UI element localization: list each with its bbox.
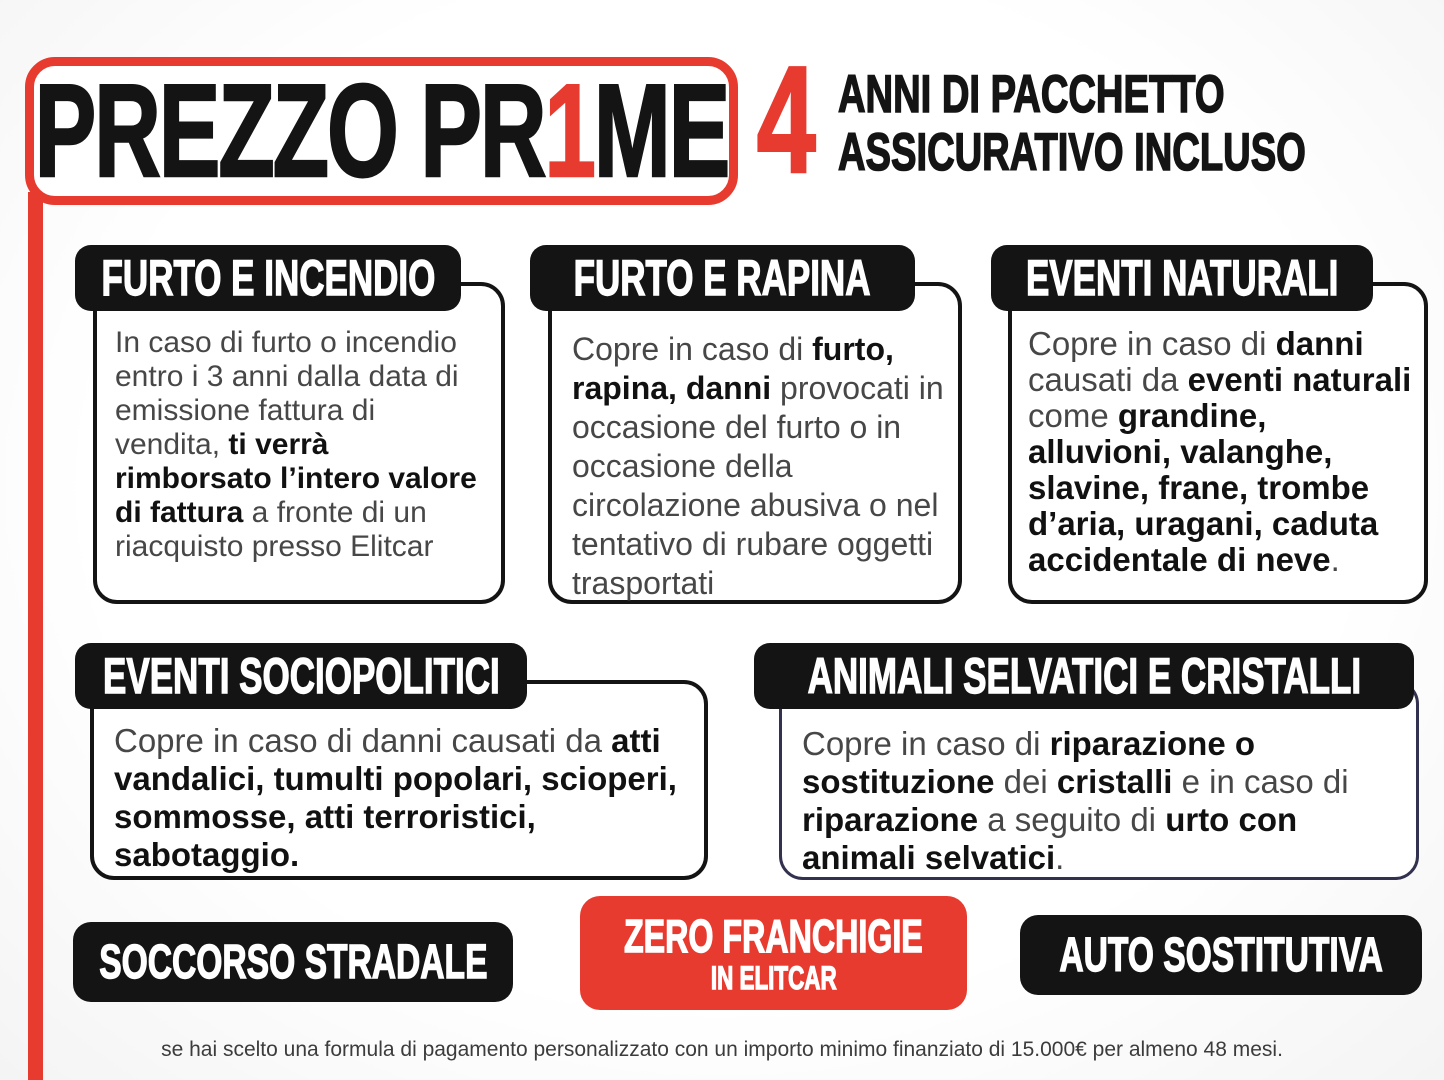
- card-furto-incendio: [93, 282, 505, 604]
- subtitle-line-1: ANNI DI PACCHETTO: [838, 65, 1225, 124]
- zero-franchigie-line-1: ZERO FRANCHIGIE: [624, 910, 923, 962]
- card-title-furto-rapina: FURTO E RAPINA: [530, 245, 915, 311]
- page-title-box: [25, 57, 738, 205]
- card-eventi-naturali: [1008, 282, 1428, 604]
- card-title-eventi-naturali: EVENTI NATURALI: [991, 245, 1373, 311]
- card-body-eventi-sociopolitici: Copre in caso di danni causati da atti vandalici, tumulti popolari, scioperi, sommosse, atti terroristici, sabotaggio.: [114, 722, 677, 873]
- years-number: 4: [756, 35, 816, 205]
- badge-zero-franchigie: [580, 896, 967, 1010]
- card-title-eventi-sociopolitici: EVENTI SOCIOPOLITICI: [75, 643, 527, 709]
- card-body-furto-rapina: Copre in caso di furto, rapina, danni provocati in occasione del furto o in occasione della circolazione abusiva o nel tentativo di rubare oggetti trasportati: [572, 331, 944, 601]
- title-accent-digit: 1: [544, 57, 594, 204]
- subtitle-line-2: ASSICURATIVO INCLUSO: [838, 123, 1306, 182]
- card-title-animali-selvatici-cristalli: ANIMALI SELVATICI E CRISTALLI: [754, 643, 1414, 709]
- title-part-1: PREZZO PR: [34, 57, 545, 204]
- title-part-2: ME: [593, 57, 729, 204]
- header-subtitle: [838, 66, 1444, 182]
- card-body-eventi-naturali: Copre in caso di danni causati da eventi naturali come grandine, alluvioni, valanghe, slavine, frane, trombe d’aria, uragani, caduta accidentale di neve.: [1028, 325, 1412, 578]
- footnote-text: se hai scelto una formula di pagamento personalizzato con un importo minimo finanziato di 15.000€ per almeno 48 mesi.: [161, 1038, 1283, 1061]
- card-body-animali-selvatici-cristalli: Copre in caso di riparazione o sostituzione dei cristalli e in caso di riparazione a seguito di urto con animali selvatici.: [802, 725, 1349, 876]
- badge-auto-sostitutiva: AUTO SOSTITUTIVA: [1020, 915, 1422, 995]
- card-furto-rapina: [548, 282, 962, 604]
- badge-soccorso-stradale: SOCCORSO STRADALE: [73, 922, 513, 1002]
- red-vertical-line: [28, 192, 43, 1080]
- card-title-furto-incendio: FURTO E INCENDIO: [75, 245, 461, 311]
- page-title: [34, 57, 729, 204]
- card-eventi-sociopolitici: [90, 680, 708, 880]
- card-animali-selvatici-cristalli: [779, 680, 1419, 880]
- zero-franchigie-line-2: IN ELITCAR: [710, 960, 837, 996]
- card-body-furto-incendio: In caso di furto o incendio entro i 3 anni dalla data di emissione fattura di vendita, ti verrà rimborsato l’intero valore di fattura a fronte di un riacquisto presso Elitcar: [115, 326, 477, 563]
